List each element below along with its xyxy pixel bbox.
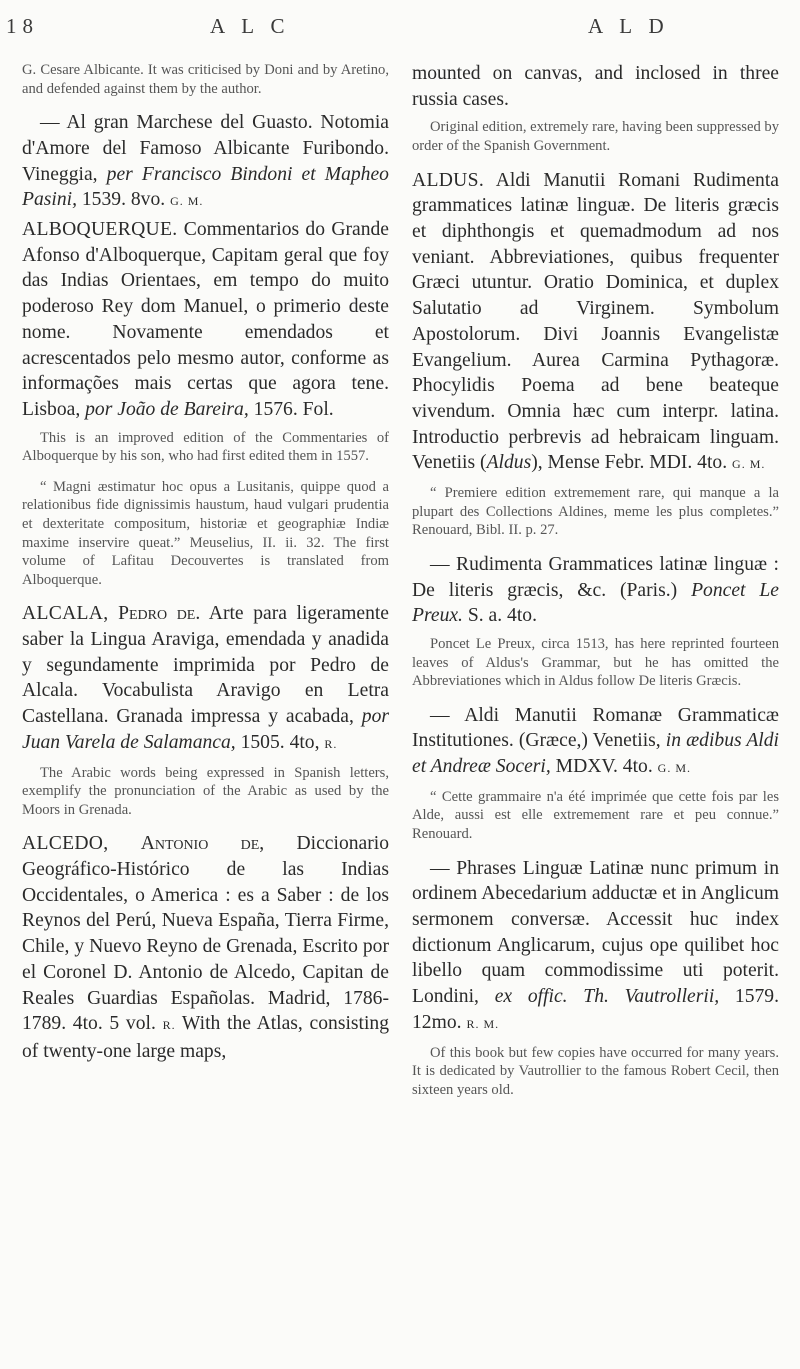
entry-text — [108, 833, 140, 854]
location-abbrev: R. — [162, 1018, 176, 1033]
entry-note — [412, 1044, 779, 1100]
entry-text: Of this book but few copies have occurred for many years. It is dedicated by Vautrollier to the famous Robert Cecil, then sixteen years old. — [412, 1044, 779, 1098]
entry-text: 1579. 12mo. — [412, 986, 779, 1033]
catalogue-entry — [412, 856, 779, 1038]
italic-text: in ædibus Aldi et Andreæ Soceri, — [412, 730, 779, 778]
entry-text: — Phrases Linguæ Latinæ nunc primum in ordinem Abecedarium adductæ et in Anglicum sermonem conversæ. Accessit huc index dictionum Anglicarum, cujus ope quilibet hoc libello quam commodissime uti poterit. Londini, — [412, 857, 779, 1008]
entry-note — [412, 788, 779, 844]
entry-note — [22, 429, 389, 466]
entry-text: MDXV. 4to. — [550, 756, 658, 778]
running-head-right: A L D — [588, 14, 670, 38]
entry-text: Antonio de, — [140, 833, 265, 855]
entry-note — [22, 764, 389, 820]
entry-text: 1505. 4to, — [235, 731, 325, 753]
entry-text: ALBOQUERQUE. — [22, 219, 178, 240]
italic-text: Poncet Le Preux. — [412, 579, 779, 627]
entry-note — [412, 635, 779, 691]
right-column — [412, 61, 779, 1111]
entry-text: “ Magni æstimatur hoc opus a Lusitanis, quippe quod a relationibus fide dignissimis haustum, haud vulgari prudentia et dexteritate compositum, historiæ et geographiæ Indiæ maxime inservire queat.” Meuselius, II. ii. 32. The first volume of Lafitau Decouvertes is translated from Alboquerque. — [22, 478, 389, 588]
catalogue-entry — [412, 168, 779, 478]
entry-text: Diccionario Geográfico-Histórico de las Indias Occidentales, o America : es a Saber : de los Reynos del Perú, Nueva España, Tierra Firme, Chile, y Nuevo Reyno de Grenada, Escrito por el Coronel D. Antonio de Alcedo, Capitan de Reales Guardias Españolas. Madrid, 1786-1789. 4to. 5 vol. — [22, 833, 389, 1035]
entry-text: mounted on canvas, and inclosed in three russia cases. — [412, 63, 779, 110]
entry-text: Arte para ligeramente saber la Lingua Araviga, emendada y anadida y segundamente imprimida por Pedro de Alcala. Vocabulista Aravigo en Letra Castellana. Granada impressa y acabada, — [22, 603, 390, 728]
italic-text: ex offic. Th. Vautrollerii, — [494, 986, 720, 1008]
catalogue-entry — [412, 61, 779, 112]
entry-note — [22, 478, 389, 590]
catalogue-entry — [22, 110, 389, 215]
catalogue-entry — [22, 217, 389, 423]
entry-text: Aldi Manutii Romani Rudimenta grammatices latinæ linguæ. De literis græcis et diphthongis et quemadmodum ad nos veniant. Abbreviationes, quibus frequenter Græci utuntur. Oratio Dominica, et duplex Salutatio ad Virginem. Symbolum Apostolorum. Divi Joannis Evangelistæ Evangelium. Aurea Carmina Pythagoræ. Phocylidis Poema ad bene beateque vivendum. Omnia hæc cum interpr. latina. Introductio perbrevis ad hebraicam linguam. Venetiis ( — [412, 169, 779, 474]
location-abbrev: G. M. — [657, 761, 691, 776]
entry-text: With the Atlas, consisting of twenty-one large maps, — [22, 1013, 389, 1062]
entry-note — [412, 484, 779, 540]
entry-text: — Al gran Marchese del Guasto. Notomia d'Amore del Famoso Albicante Furibondo. Vineggia, — [22, 112, 389, 185]
entry-text: Original edition, extremely rare, having been suppressed by order of the Spanish Government. — [412, 119, 779, 154]
location-abbrev: R. — [324, 736, 338, 751]
entry-note — [22, 61, 389, 98]
running-head-left: A L C — [210, 14, 291, 38]
italic-text: por João de Bareira, — [85, 398, 249, 420]
entry-text: G. Cesare Albicante. It was criticised by Doni and by Aretino, and defended against them by the author. — [22, 62, 389, 97]
entry-text: ), Mense Febr. MDI. 4to. — [531, 452, 733, 474]
location-abbrev: G. M. — [170, 194, 204, 209]
entry-text: This is an improved edition of the Commentaries of Alboquerque by his son, who had first edited them in 1557. — [22, 429, 389, 465]
italic-text: Aldus — [486, 452, 532, 474]
catalogue-entry — [22, 831, 389, 1064]
entry-text: — Aldi Manutii Romanæ Grammaticæ Institutiones. (Græce,) Venetiis, — [412, 704, 779, 752]
entry-text: 1539. 8vo. — [76, 189, 171, 211]
entry-text: Pedro de. — [118, 603, 201, 625]
catalogue-entry — [412, 552, 779, 629]
entry-text: Poncet Le Preux, circa 1513, has here reprinted fourteen leaves of Aldus's Grammar, but he has omitted the Abbreviationes which in Aldus follow De literis Græcis. — [412, 635, 779, 690]
location-abbrev: R. M. — [466, 1016, 500, 1031]
page-number: 18 — [6, 14, 39, 38]
entry-text: “ Premiere edition extremement rare, qui manque a la plupart des Collections Aldines, meme les plus completes.” Renouard, Bibl. II. p. 27. — [412, 485, 779, 539]
italic-text: per Francisco Bindoni et Mapheo Pasini, — [22, 163, 389, 211]
entry-text: — Rudimenta Grammatices latinæ linguæ : De literis græcis, &c. (Paris.) — [412, 553, 779, 601]
entry-text: ALCEDO, — [22, 833, 109, 855]
entry-text: ALDUS. — [412, 169, 485, 191]
location-abbrev: G. M. — [732, 457, 766, 472]
entry-text: 1576. Fol. — [248, 398, 334, 420]
entry-text: The Arabic words being expressed in Spanish letters, exemplify the pronunciation of the Arabic as used by the Moors in Grenada. — [22, 764, 389, 818]
catalogue-entry — [412, 703, 779, 782]
entry-text: ALCALA, — [22, 603, 109, 625]
left-column — [22, 61, 389, 1067]
entry-note — [412, 118, 779, 155]
entry-text: “ Cette grammaire n'a été imprimée que cette fois par les Alde, aussi est elle extremement rare et peu connue.” Renouard. — [412, 788, 779, 842]
italic-text: por Juan Varela de Salamanca, — [22, 706, 389, 753]
entry-text: Commentarios do Grande Afonso d'Alboquerque, Capitam geral que foy das Indias Orientaes, em tempo do muito poderoso Rey dom Manuel, o primerio deste nome. Novamente emendados et acrescentados pelo mesmo autor, conforme as informações mais certas que agora tene. Lisboa, — [22, 219, 389, 420]
catalogue-entry — [22, 601, 389, 757]
entry-text: S. a. 4to. — [462, 605, 537, 627]
entry-text — [108, 603, 118, 624]
running-header — [0, 14, 800, 44]
